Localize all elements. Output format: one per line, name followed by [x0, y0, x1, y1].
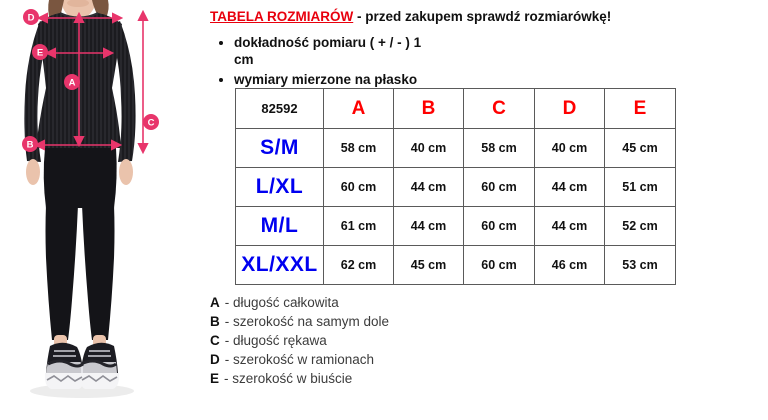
legend-letter: A: [210, 295, 220, 310]
measurement-diagram: [0, 0, 200, 415]
legend-text: - szerokość w biuście: [224, 371, 353, 386]
legend-row: [210, 369, 389, 388]
column-header-b: B: [394, 89, 464, 129]
bullet-list: [212, 34, 766, 88]
legend-row: [210, 312, 389, 331]
size-value: 40 cm: [535, 129, 605, 168]
size-value: 46 cm: [535, 246, 605, 285]
bullet-line: cm: [234, 52, 254, 67]
table-row: [236, 207, 676, 246]
bullet-item: [234, 71, 766, 88]
bullet-line: • dokładność pomiaru ( + / - ) 1: [234, 35, 422, 50]
marker-letter-d: D: [27, 12, 35, 24]
size-label: M/L: [236, 207, 324, 246]
marker-letter-c: C: [147, 117, 155, 129]
page-title-highlight: TABELA ROZMIARÓW: [210, 9, 354, 24]
page-title: [210, 8, 766, 25]
size-value: 45 cm: [605, 129, 676, 168]
measurement-legend: [210, 293, 389, 388]
left-hand: [26, 159, 40, 185]
legend-text: - długość rękawa: [224, 333, 327, 348]
figure-left-leg: [46, 205, 79, 340]
legend-letter: B: [210, 314, 220, 329]
size-value: 44 cm: [535, 207, 605, 246]
right-hand: [119, 159, 133, 185]
column-header-c: C: [464, 89, 535, 129]
size-value: 44 cm: [535, 168, 605, 207]
legend-letter: C: [210, 333, 220, 348]
model-photo: [0, 0, 200, 415]
legend-letter: D: [210, 352, 220, 367]
figure-right-leg: [82, 205, 115, 340]
legend-row: [210, 293, 389, 312]
column-header-d: D: [535, 89, 605, 129]
size-value: 45 cm: [394, 246, 464, 285]
size-label: L/XL: [236, 168, 324, 207]
table-row: [236, 246, 676, 285]
table-row: [236, 129, 676, 168]
size-value: 44 cm: [394, 207, 464, 246]
column-header-a: A: [324, 89, 394, 129]
legend-text: - szerokość na samym dole: [224, 314, 390, 329]
table-header-row: [236, 89, 676, 129]
marker-letter-a: A: [68, 77, 76, 89]
column-header-e: E: [605, 89, 676, 129]
bullet-line: • wymiary mierzone na płasko: [234, 72, 418, 87]
legend-row: [210, 350, 389, 369]
page-title-rest: - przed zakupem sprawdź rozmiarówkę!: [353, 9, 612, 24]
size-value: 58 cm: [464, 129, 535, 168]
size-label: S/M: [236, 129, 324, 168]
size-value: 58 cm: [324, 129, 394, 168]
size-value: 60 cm: [324, 168, 394, 207]
legend-text: - długość całkowita: [224, 295, 339, 310]
legend-letter: E: [210, 371, 220, 386]
legend-row: [210, 331, 389, 350]
size-value: 51 cm: [605, 168, 676, 207]
legend-text: - szerokość w ramionach: [224, 352, 375, 367]
info-panel: [210, 8, 766, 91]
size-value: 60 cm: [464, 246, 535, 285]
size-value: 60 cm: [464, 207, 535, 246]
size-value: 44 cm: [394, 168, 464, 207]
size-value: 53 cm: [605, 246, 676, 285]
sneakers: [45, 343, 119, 389]
size-table: [235, 88, 676, 285]
size-value: 60 cm: [464, 168, 535, 207]
size-value: 62 cm: [324, 246, 394, 285]
table-row: [236, 168, 676, 207]
size-value: 61 cm: [324, 207, 394, 246]
marker-letter-e: E: [36, 47, 44, 59]
figure-hips: [44, 148, 117, 208]
marker-letter-b: B: [26, 139, 34, 151]
bullet-item: [234, 34, 766, 68]
size-label: XL/XXL: [236, 246, 324, 285]
size-value: 52 cm: [605, 207, 676, 246]
product-code-cell: 82592: [236, 89, 324, 129]
size-value: 40 cm: [394, 129, 464, 168]
